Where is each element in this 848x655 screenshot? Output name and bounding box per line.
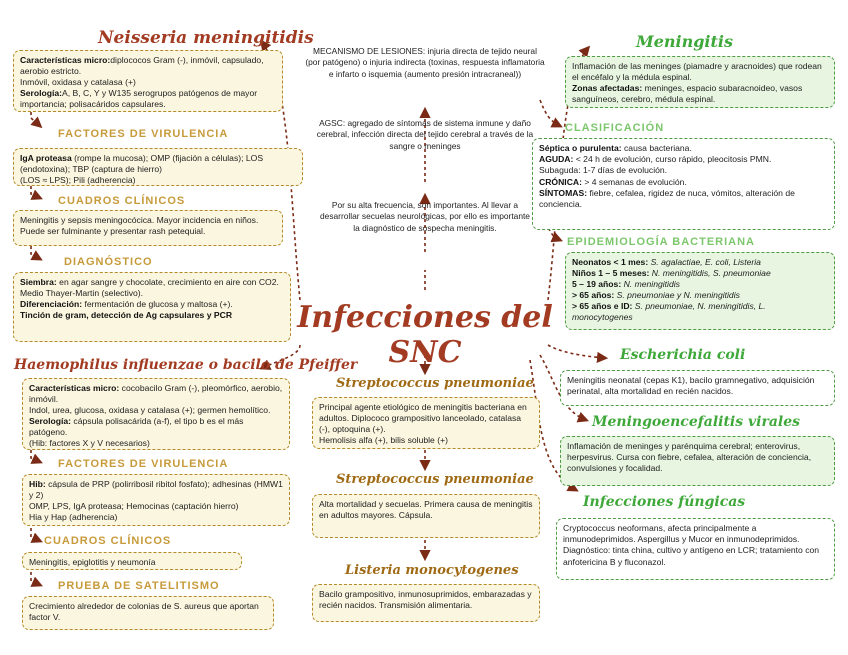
neisseria-char-text: diplococos Gram (-), inmóvil, capsulado, aerobio estricto. — [20, 55, 264, 76]
clasif-aguda-label: AGUDA: — [539, 154, 574, 165]
neisseria-dx-text: en agar sangre y chocolate, crecimiento en aire con CO2. — [56, 277, 279, 287]
strep1-box — [312, 397, 540, 449]
neisseria-fv-box — [13, 148, 303, 186]
clasif-cronica-text: > 4 semanas de evolución. — [581, 176, 687, 187]
neisseria-dx-box — [13, 272, 291, 342]
center-note-agsc: AGSC: agregado de síntomas de sistema inmune y daño cerebral, infección directa del tejido cerebral a través de la sangre o meninges — [316, 118, 534, 151]
neisseria-dx-label-4: Tinción de gram, detección de Ag capsulares y PCR — [20, 310, 233, 320]
center-note-frecuencia: Por su alta frecuencia, son importantes. Al llevar a desarrollar secuelas neurológicas, por ello es importante la diagnóstico de sospecha meningitis. — [320, 200, 530, 233]
clasif-aguda-text: < 24 h de evolución, curso rápido, pleocitosis PMN. — [573, 154, 772, 165]
neisseria-dx-text-3: fermentación de glucosa y maltosa (+). — [82, 299, 233, 309]
clasif-subaguda-text: Subaguda: 1-7 días de evolución. — [539, 165, 668, 176]
haemophilus-cc-title: CUADROS CLÍNICOS — [44, 535, 172, 547]
neisseria-characteristics-box — [13, 50, 283, 112]
haemophilus-char-text-2: Indol, urea, glucosa, oxidasa y catalasa (+); germen hemolítico. — [29, 405, 271, 415]
epi-text-5: S. pneumoniae, N. meningitidis, L. monocytogenes — [572, 301, 766, 322]
haemophilus-ps-title: PRUEBA DE SATELITISMO — [58, 580, 220, 592]
ecoli-box — [560, 370, 835, 406]
meningitis-zones-text: meninges, espacio subaracnoideo, vasos sanguíneos, cerebro, médula espinal. — [572, 83, 803, 104]
clasif-sintomas-text: fiebre, cefalea, rigidez de nuca, vómitos, alteración de conciencia. — [539, 187, 795, 209]
epi-label-2: Niños 1 – 5 meses: — [572, 268, 650, 278]
strep1-title: Streptococcus pneumoniae — [336, 376, 534, 391]
clasif-head-text: causa bacteriana. — [621, 143, 692, 153]
haemophilus-fv-text-3: Hia y Hap (adherencia) — [29, 512, 118, 522]
listeria-box — [312, 584, 540, 622]
meningitis-epi-title: EPIDEMIOLOGÍA BACTERIANA — [567, 236, 755, 248]
haemophilus-serology-text: cápsula polisacárida (a-f), el tipo b es el más patógeno. — [29, 416, 244, 437]
clasif-cronica-label: CRÓNICA: — [539, 176, 582, 187]
neisseria-char-text-2: Inmóvil, oxidasa y catalasa (+) — [20, 77, 136, 87]
meningitis-intro-text: Inflamación de las meninges (piamadre y aracnoides) que rodean el encéfalo y la médula espinal. — [572, 61, 822, 82]
epi-label-4: > 65 años: — [572, 290, 615, 300]
haemophilus-title: Haemophilus influenzae o bacilo de Pfeiffer — [14, 357, 358, 373]
neisseria-fv-text-2: (LOS ≈ LPS); Pili (adherencia) — [20, 175, 136, 185]
haemophilus-fv-text: cápsula de PRP (polirribosil ribitol fosfato); adhesinas (HMW1 y 2) — [29, 479, 283, 500]
haemophilus-fv-box — [22, 474, 290, 526]
haemophilus-fv-text-2: OMP, LPS, IgA proteasa; Hemocinas (captación hierro) — [29, 501, 239, 511]
neisseria-dx-label-3: Diferenciación: — [20, 299, 83, 309]
neisseria-title: Neisseria meningitidis — [98, 28, 314, 48]
haemophilus-ps-box — [22, 596, 274, 630]
strep2-box — [312, 494, 540, 538]
epi-text-3: N. meningitidis — [621, 279, 680, 289]
epi-label-3: 5 – 19 años: — [572, 279, 622, 289]
strep1-text: Principal agente etiológico de meningitis bacteriana en adultos. Diplococo grampositivo lanceolado, catalasa (-), optoquina (+). — [319, 402, 527, 434]
epi-text-1: S. agalactiae, E. coli, Listeria — [648, 257, 761, 267]
ecoli-text: Meningitis neonatal (cepas K1), bacilo gramnegativo, adquisición perinatal, alta mortalidad en recién nacidos. — [567, 375, 815, 397]
clasif-sintomas-label: SÍNTOMAS: — [539, 187, 588, 198]
ecoli-title: Escherichia coli — [620, 347, 746, 363]
neisseria-serology-label: Serología: — [20, 88, 63, 98]
haemophilus-characteristics-box — [22, 378, 290, 450]
meningitis-clasif-title: CLASIFICACIÓN — [565, 122, 665, 134]
central-title: Infecciones del SNC — [297, 300, 553, 370]
meningo-viral-text: Inflamación de meninges y parénquima cerebral; enterovirus, herpesvirus. Cursa con fiebre, cefalea, alteración de conciencia, convulsiones y focalidad. — [567, 441, 812, 473]
neisseria-serology-text: A, B, C, Y y W135 serogrupos patógenos de mayor importancia; polisacáridos capsulares. — [20, 88, 258, 109]
meningitis-clasif-box — [532, 138, 835, 230]
listeria-title: Listeria monocytogenes — [345, 563, 519, 578]
neisseria-fv-label: IgA proteasa — [20, 153, 72, 163]
haemophilus-cc-text: Meningitis, epiglotitis y neumonía — [29, 557, 156, 567]
neisseria-cc-box — [13, 210, 283, 246]
haemophilus-serology-label: Serología: — [29, 416, 72, 426]
neisseria-dx-title: DIAGNÓSTICO — [64, 256, 153, 268]
fungicas-box — [556, 518, 835, 580]
strep1-text-2: Hemolisis alfa (+), bilis soluble (+) — [319, 435, 448, 445]
strep2-title: Streptococcus pneumoniae — [336, 472, 534, 487]
haemophilus-fv-title: FACTORES DE VIRULENCIA — [58, 458, 229, 470]
neisseria-dx-text-2: Medio Thayer-Martin (selectivo). — [20, 288, 144, 298]
meningitis-intro-box — [565, 56, 835, 108]
neisseria-cc-title: CUADROS CLÍNICOS — [58, 195, 186, 207]
haemophilus-char-text: cocobacilo Gram (-), pleomórfico, aerobio, inmóvil. — [29, 383, 283, 404]
epi-label-5: > 65 años e ID: — [572, 301, 633, 311]
meningitis-zones-label: Zonas afectadas: — [572, 83, 643, 93]
fungicas-title: Infecciones fúngicas — [583, 494, 746, 510]
haemophilus-cc-box — [22, 552, 242, 570]
meningo-viral-box — [560, 436, 835, 486]
epi-text-2: N. meningitidis, S. pneumoniae — [649, 268, 771, 278]
strep2-text: Alta mortalidad y secuelas. Primera causa de meningitis en adultos mayores. Cápsula. — [319, 499, 533, 520]
listeria-text: Bacilo grampositivo, inmunosuprimidos, embarazadas y recién nacidos. Transmisión alimentaria. — [319, 589, 532, 610]
meningitis-title: Meningitis — [636, 32, 733, 51]
meningitis-epi-box — [565, 252, 835, 330]
neisseria-cc-text: Meningitis y sepsis meningocócica. Mayor incidencia en niños. Puede ser fulminante y presentar rash petequial. — [20, 215, 259, 236]
haemophilus-serology-text-2: (Hib: factores X y V necesarios) — [29, 438, 150, 448]
neisseria-char-label: Características micro: — [20, 55, 111, 65]
meningo-viral-title: Meningoencefalitis virales — [592, 414, 801, 430]
haemophilus-ps-text: Crecimiento alrededor de colonias de S. aureus que aportan factor V. — [29, 601, 259, 622]
center-note-mecanismo: MECANISMO DE LESIONES: injuria directa de tejido neural (por patógeno) o injuria indirecta (toxinas, respuesta inflamatoria e infarto o isquemia (aumento presión intracraneal)) — [305, 46, 545, 79]
epi-label-1: Neonatos < 1 mes: — [572, 257, 649, 267]
neisseria-fv-text: (rompe la mucosa); OMP (fijación a células); LOS (endotoxina); TBP (captura de hierro) — [20, 153, 264, 174]
fungicas-text: Cryptococcus neoformans, afecta principalmente a inmunodeprimidos. Aspergillus y Mucor en inmunodeprimidos. Diagnóstico: tinta china, cultivo y antígeno en LCR; tratamiento con anfotericina B y fluconazol. — [563, 523, 820, 567]
neisseria-dx-label: Siembra: — [20, 277, 57, 287]
clasif-head-label: Séptica o purulenta: — [539, 143, 622, 153]
epi-text-4: S. pneumoniae y N. meningitidis — [614, 290, 740, 300]
haemophilus-fv-label: Hib: — [29, 479, 46, 489]
neisseria-fv-title: FACTORES DE VIRULENCIA — [58, 128, 229, 140]
haemophilus-char-label: Características micro: — [29, 383, 120, 393]
